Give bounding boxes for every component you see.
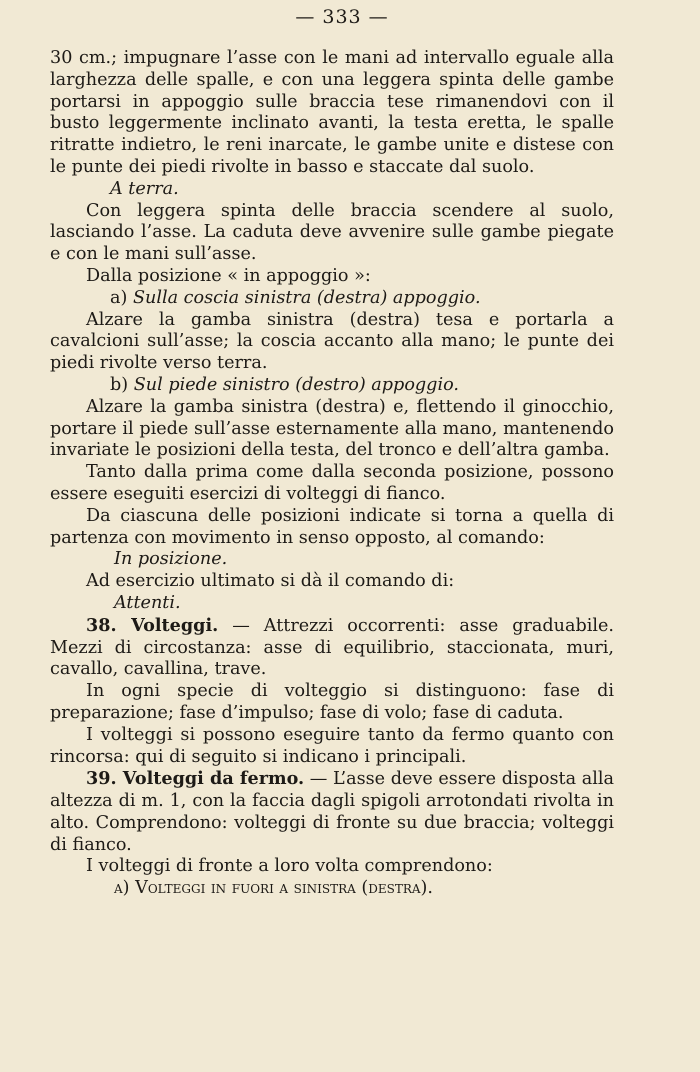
paragraph: Ad esercizio ultimato si dà il comando di: <box>86 571 455 592</box>
subheading <box>50 375 614 397</box>
subheading-title: Sul piede sinistro (destro) appoggio. <box>133 374 459 395</box>
section-title: 38. Volteggi. <box>86 614 219 636</box>
paragraph: Alzare la gamba sinistra (destra) tesa e portarla a cavalcioni sull’asse; la coscia accanto alla mano; le punte dei piedi rivolte verso terra. <box>50 309 614 374</box>
paragraph: Con leggera spinta delle braccia scendere al suolo, lasciando l’asse. La caduta deve avvenire sulle gambe piegate e con le mani sull’asse. <box>50 200 614 265</box>
command-heading: A terra. <box>110 178 179 199</box>
section-text: — Attrezzi occorrenti: asse graduabile. Mezzi di circostanza: asse di equilibrio, staccionata, muri, cavallo, cavallina, trave. <box>50 615 615 680</box>
page-body <box>50 48 614 900</box>
paragraph: In ogni specie di volteggio si distinguono: fase di preparazione; fase d’impulso; fase di volo; fase di caduta. <box>50 681 614 723</box>
paragraph: Alzare la gamba sinistra (destra) e, flettendo il ginocchio, portare il piede sull’asse esternamente alla mano, mantenendo invariate le posizioni della testa, del tronco e dell’altra gamba. <box>50 396 614 461</box>
subsection-heading: a) Volteggi in fuori a sinistra (destra). <box>114 878 434 899</box>
paragraph: Dalla posizione « in appoggio »: <box>86 265 371 286</box>
section-title: 39. Volteggi da fermo. <box>86 768 305 790</box>
section-text: — L’asse deve essere disposta alla altezza di m. 1, con la faccia dagli spigoli arrotondati rivolta in alto. Comprendono: volteggi di fronte su due braccia; volteggi di fianco. <box>50 769 614 855</box>
section-paragraph <box>50 615 614 681</box>
subheading <box>50 288 614 310</box>
section-paragraph <box>50 768 614 856</box>
paragraph: I volteggi di fronte a loro volta comprendono: <box>86 856 493 877</box>
command-heading: Attenti. <box>114 592 181 613</box>
subheading-letter: a) <box>110 287 133 308</box>
paragraph: I volteggi si possono eseguire tanto da fermo quanto con rincorsa: qui di seguito si indicano i principali. <box>50 724 614 767</box>
paragraph: 30 cm.; impugnare l’asse con le mani ad intervallo eguale alla larghezza delle spalle, e con una leggera spinta delle gambe portarsi in appoggio sulle braccia tese rimanendovi con il busto leggermente inclinato avanti, la testa eretta, le spalle ritratte indietro, le reni inarcate, le gambe unite e distese con le punte dei piedi rivolte in basso e staccate dal suolo. <box>50 48 614 177</box>
paragraph: Tanto dalla prima come dalla seconda posizione, possono essere eseguiti esercizi di volteggi di fianco. <box>50 462 614 504</box>
subheading-letter: b) <box>110 374 134 395</box>
command-heading: In posizione. <box>114 549 228 570</box>
subheading-title: Sulla coscia sinistra (destra) appoggio. <box>132 287 481 308</box>
page-number: — 333 — <box>295 6 389 28</box>
paragraph: Da ciascuna delle posizioni indicate si torna a quella di partenza con movimento in senso opposto, al comando: <box>50 505 614 548</box>
